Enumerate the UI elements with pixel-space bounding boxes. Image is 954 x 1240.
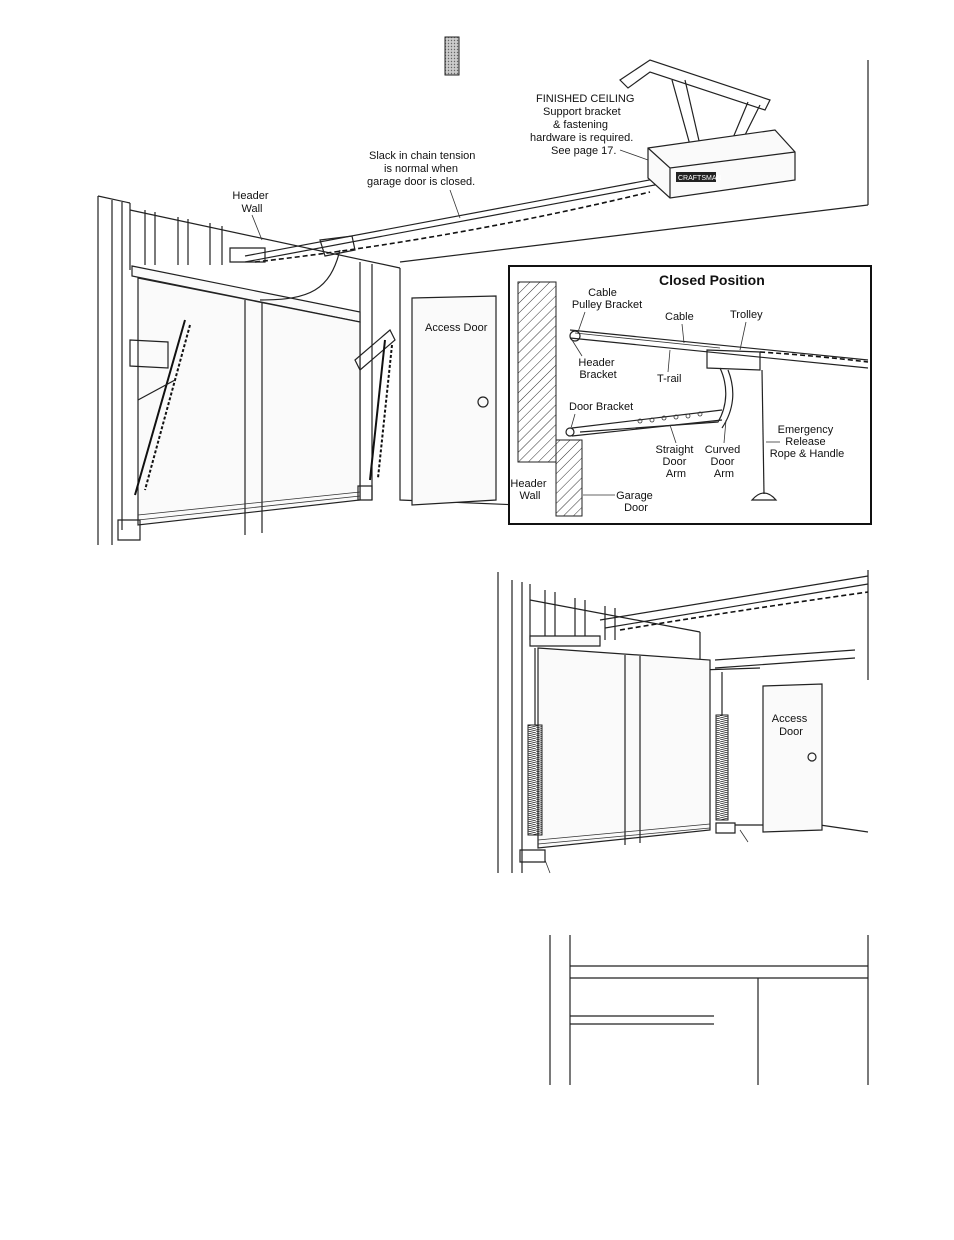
header-bracket-label: Header Bracket [578, 357, 617, 381]
door-bracket-label: Door Bracket [569, 401, 634, 413]
second-access-door [763, 684, 822, 832]
straight-door-arm-label: Straight Door Arm [655, 444, 694, 480]
second-garage-diagram [498, 570, 868, 873]
page-tab-marker [445, 37, 459, 75]
empty-table-outline [550, 935, 868, 1085]
inset-header-wall-label: Header Wall [510, 478, 547, 502]
inset-header-wall [518, 282, 556, 462]
curved-door-arm-label: Curved Door Arm [704, 444, 741, 480]
inset-garage-door-label: Garage Door [616, 490, 653, 514]
inset-title: Closed Position [659, 272, 765, 288]
header-wall-label: Header Wall [232, 190, 269, 215]
t-rail-label: T-rail [657, 373, 682, 385]
inset-garage-door [556, 440, 582, 516]
finished-ceiling-label: FINISHED CEILING Support bracket & fastening hardware is required. See page 17. [530, 93, 635, 157]
opener-brand-label: CRAFTSMAN [678, 175, 722, 182]
cable-label: Cable [665, 311, 694, 323]
trolley-label: Trolley [730, 309, 763, 321]
access-door-label: Access Door [425, 322, 488, 334]
second-access-door-label: Access Door [771, 713, 808, 738]
closed-position-inset [509, 266, 871, 524]
slack-note-label: Slack in chain tension is normal when garage door is closed. [367, 150, 476, 188]
emergency-release-label: Emergency Release Rope & Handle [769, 424, 845, 460]
garage-door [138, 278, 360, 525]
cable-pulley-bracket-label: Cable Pulley Bracket [571, 287, 643, 311]
